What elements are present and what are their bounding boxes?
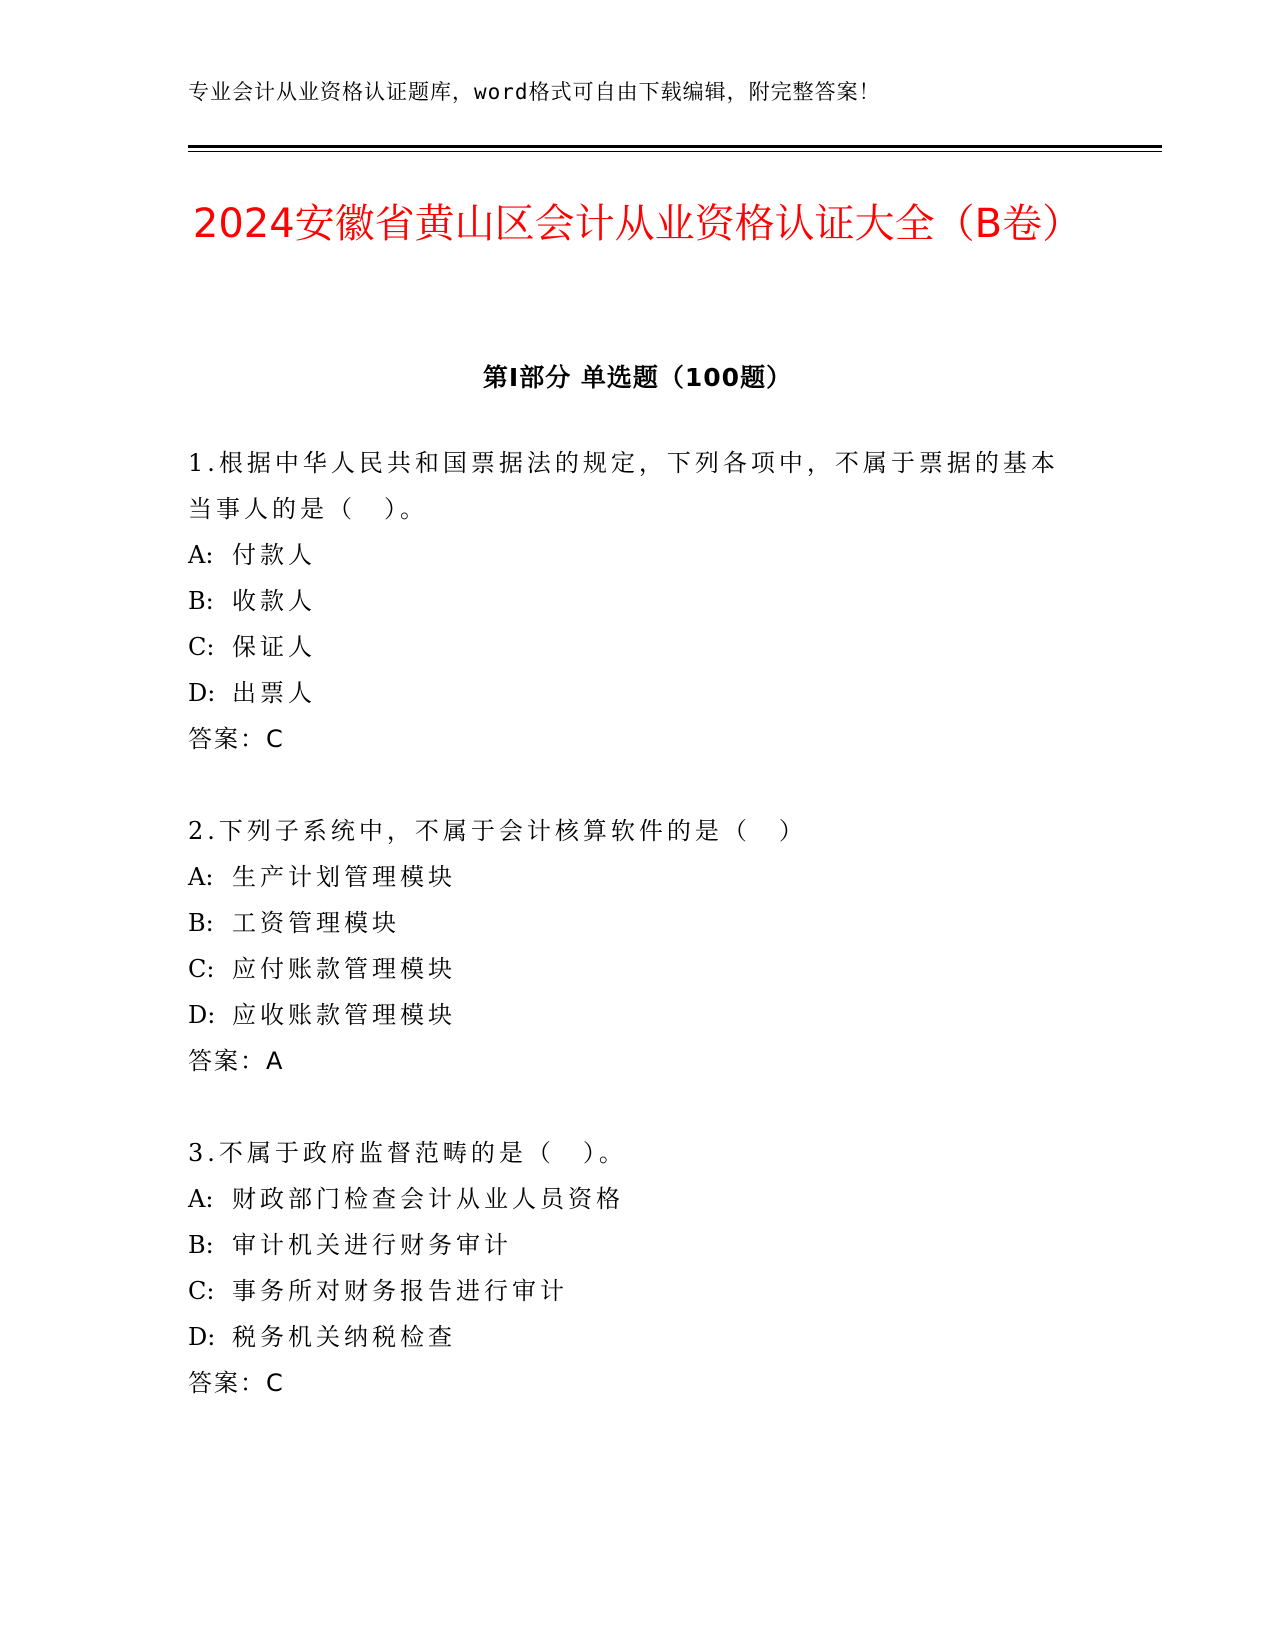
option-a xyxy=(188,1176,1068,1222)
option-letter: D: xyxy=(188,1323,216,1351)
option-b xyxy=(188,1222,1068,1268)
question-text: 3.不属于政府监督范畴的是（ ）。 xyxy=(188,1139,627,1167)
option-text: 事务所对财务报告进行审计 xyxy=(232,1277,568,1305)
option-text: 应收账款管理模块 xyxy=(232,1001,456,1029)
option-b xyxy=(188,578,1068,624)
option-text: 保证人 xyxy=(232,633,316,661)
option-d xyxy=(188,1314,1068,1360)
option-text: 付款人 xyxy=(232,541,316,569)
option-letter: A: xyxy=(188,1185,214,1213)
option-letter: B: xyxy=(188,909,214,937)
option-c xyxy=(188,624,1068,670)
option-b xyxy=(188,900,1068,946)
option-text: 税务机关纳税检查 xyxy=(232,1323,456,1351)
option-letter: C: xyxy=(188,633,215,661)
answer: 答案：A xyxy=(188,1047,285,1075)
option-text: 出票人 xyxy=(232,679,316,707)
option-a xyxy=(188,854,1068,900)
option-d xyxy=(188,670,1068,716)
option-c xyxy=(188,1268,1068,1314)
option-text: 生产计划管理模块 xyxy=(232,863,456,891)
option-text: 收款人 xyxy=(232,587,316,615)
option-text: 财政部门检查会计从业人员资格 xyxy=(232,1185,624,1213)
option-letter: B: xyxy=(188,587,214,615)
question-list xyxy=(188,440,1068,1452)
section-title: 第Ⅰ部分 单选题（100题） xyxy=(482,363,793,392)
option-letter: D: xyxy=(188,679,216,707)
header-note: 专业会计从业资格认证题库，word格式可自由下载编辑，附完整答案！ xyxy=(188,80,881,104)
question-text: 1.根据中华人民共和国票据法的规定，下列各项中，不属于票据的基本当事人的是（ ）。 xyxy=(188,449,1059,523)
option-letter: A: xyxy=(188,863,214,891)
question-text: 2.下列子系统中，不属于会计核算软件的是（ ） xyxy=(188,817,807,845)
option-letter: D: xyxy=(188,1001,216,1029)
option-letter: A: xyxy=(188,541,214,569)
answer: 答案：C xyxy=(188,1369,285,1397)
document-title: 2024安徽省黄山区会计从业资格认证大全（B卷） xyxy=(192,201,1083,247)
answer: 答案：C xyxy=(188,725,285,753)
option-letter: C: xyxy=(188,1277,215,1305)
option-c xyxy=(188,946,1068,992)
option-text: 工资管理模块 xyxy=(232,909,400,937)
header-rule-thin xyxy=(188,151,1162,152)
header-rule-thick xyxy=(188,145,1162,148)
option-text: 应付账款管理模块 xyxy=(232,955,456,983)
option-text: 审计机关进行财务审计 xyxy=(232,1231,512,1259)
option-a xyxy=(188,532,1068,578)
question-2 xyxy=(188,808,1068,1084)
option-letter: C: xyxy=(188,955,215,983)
option-letter: B: xyxy=(188,1231,214,1259)
question-1 xyxy=(188,440,1068,762)
option-d xyxy=(188,992,1068,1038)
question-3 xyxy=(188,1130,1068,1406)
